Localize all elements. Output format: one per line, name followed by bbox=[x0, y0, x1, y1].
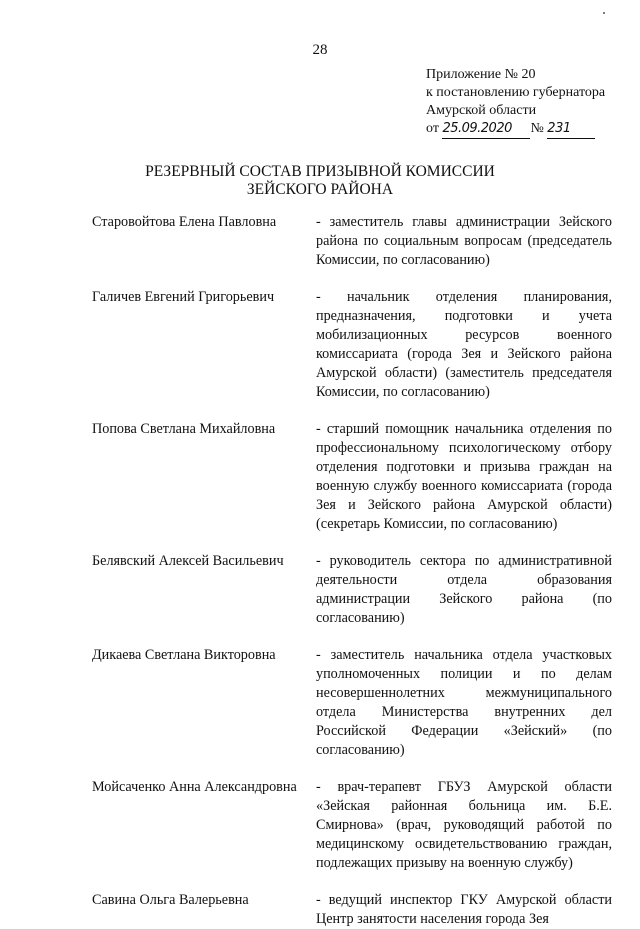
member-row bbox=[92, 552, 622, 628]
members-list bbox=[92, 213, 622, 929]
number-prefix: № bbox=[530, 121, 544, 136]
member-role: - ведущий инспектор ГКУ Амурской области Центр занятости населения города Зея bbox=[316, 892, 612, 927]
member-name: Савина Ольга Валерьевна bbox=[92, 892, 249, 908]
handwritten-number: 231 bbox=[547, 120, 595, 139]
appendix-line3: Амурской области bbox=[426, 103, 537, 118]
member-row bbox=[92, 646, 622, 760]
appendix-line1: Приложение № 20 bbox=[426, 67, 536, 82]
member-role: - руководитель сектора по административной деятельности отдела образования администрации Зейского района (по согласованию) bbox=[316, 553, 612, 626]
member-name: Попова Светлана Михайловна bbox=[92, 421, 276, 437]
member-role: - заместитель начальника отдела участковых уполномоченных полиции и по делам несовершеннолетних межмуниципального отдела Министерства внутренних дел Российской Федерации «Зейский» (по согласованию) bbox=[316, 647, 612, 758]
appendix-block bbox=[426, 66, 626, 139]
member-role: - старший помощник начальника отделения по профессиональному психологическому отбору отделения подготовки и призыва граждан на военную службу военного комиссариата (города Зея и Зейского района Амурской области) (секретарь Комиссии, по согласованию) bbox=[316, 421, 612, 532]
title-line2: ЗЕЙСКОГО РАЙОНА bbox=[246, 181, 394, 198]
member-row bbox=[92, 288, 622, 402]
appendix-date-line bbox=[426, 120, 626, 139]
date-prefix: от bbox=[426, 121, 439, 136]
appendix-line2: к постановлению губернатора bbox=[426, 85, 606, 100]
member-name: Дикаева Светлана Викторовна bbox=[92, 647, 276, 663]
member-role: - начальник отделения планирования, предназначения, подготовки и учета мобилизационных ресурсов военного комиссариата (города Зея и Зейского района Амурской области) (заместитель председателя Комиссии, по согласованию) bbox=[316, 289, 612, 400]
page-number: 28 bbox=[312, 42, 328, 58]
member-role: - врач-терапевт ГБУЗ Амурской области «Зейская районная больница им. Б.Е. Смирнова» (врач, руководящий работой по медицинскому освидетельствованию граждан, подлежащих призыву на военную службу) bbox=[316, 779, 612, 871]
member-row bbox=[92, 891, 622, 929]
member-row bbox=[92, 778, 622, 873]
member-name: Старовойтова Елена Павловна bbox=[92, 214, 277, 230]
handwritten-date: 25.09.2020 bbox=[442, 120, 530, 139]
member-name: Белявский Алексей Васильевич bbox=[92, 553, 284, 569]
member-role: - заместитель главы администрации Зейского района по социальным вопросам (председатель Комиссии, по согласованию) bbox=[316, 214, 612, 268]
member-name: Мойсаченко Анна Александровна bbox=[92, 779, 297, 795]
title-line1: РЕЗЕРВНЫЙ СОСТАВ ПРИЗЫВНОЙ КОМИССИИ bbox=[145, 163, 495, 180]
scan-dot bbox=[603, 12, 605, 14]
document-title bbox=[0, 163, 640, 199]
member-row bbox=[92, 213, 622, 270]
member-name: Галичев Евгений Григорьевич bbox=[92, 289, 275, 305]
member-row bbox=[92, 420, 622, 534]
